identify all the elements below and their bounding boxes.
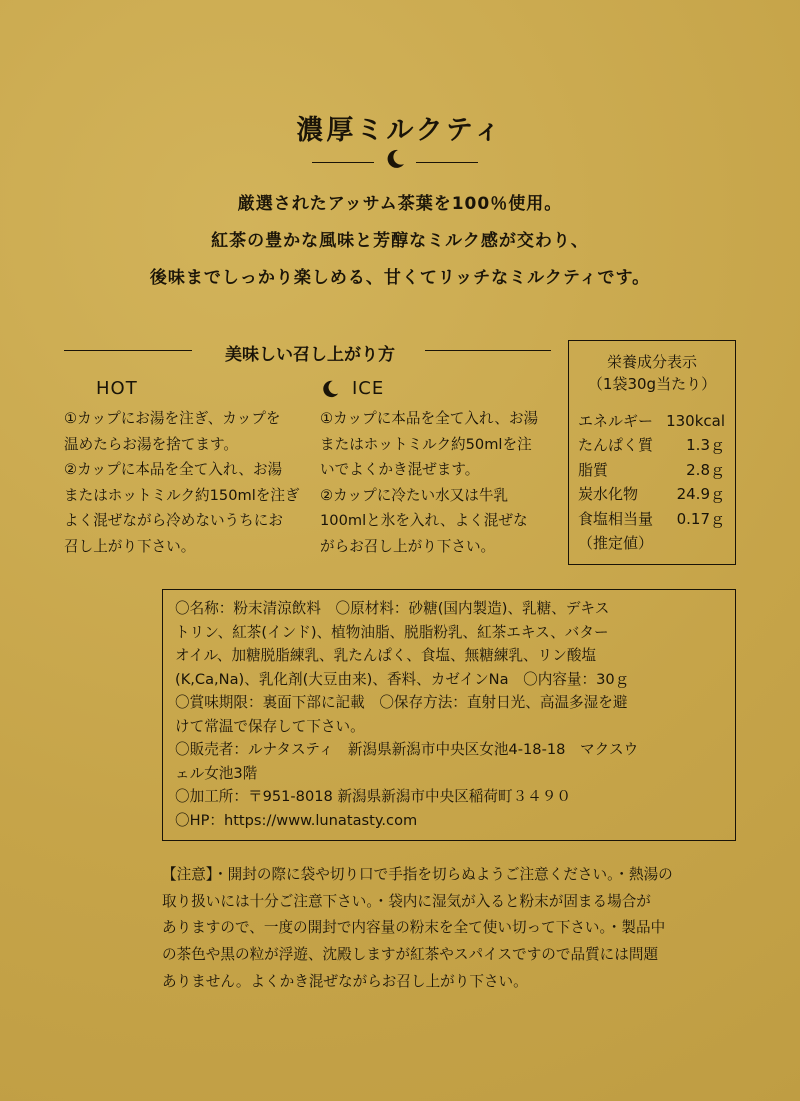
nutrition-row: [569, 458, 735, 482]
intro-line: 厳選されたアッサム茶葉を100％使用。: [237, 194, 563, 214]
nutrient-value: 24.9ｇ: [676, 485, 725, 504]
intro-line: 後味までしっかり楽しめる、甘くてリッチなミルクティです。: [149, 268, 651, 288]
nutrient-name: エネルギー: [578, 412, 654, 430]
title-divider-left: [312, 162, 374, 163]
info-line: (K,Ca,Na)、乳化剤(大豆由来)、香料、カゼインNa 〇内容量：30ｇ: [175, 670, 630, 688]
ice-line: ①カップに本品を全て入れ、お湯: [320, 410, 539, 427]
crescent-moon-icon: [320, 379, 340, 399]
product-title: 濃厚ミルクティ: [296, 115, 504, 146]
nutrition-note: [569, 531, 735, 555]
howto-heading: 美味しい召し上がり方: [225, 345, 395, 365]
ice-label: ICE: [352, 378, 385, 399]
info-line: トリン、紅茶(インド)、植物油脂、脱脂粉乳、紅茶エキス、バター: [175, 623, 609, 641]
caution-line: 取り扱いには十分ご注意下さい。・袋内に湿気が入ると粉末が固まる場合が: [162, 892, 651, 910]
hot-line: 温めたらお湯を捨てます。: [64, 435, 238, 453]
hot-line: ①カップにお湯を注ぎ、カップを: [64, 410, 281, 427]
ice-heading: [320, 378, 384, 399]
hot-instructions: [64, 406, 300, 560]
intro-text: [0, 186, 800, 297]
ice-line: またはホットミルク約50mlを注: [320, 435, 532, 453]
info-line: 〇販売者：ルナタスティ 新潟県新潟市中央区女池4-18-18 マクスウ: [175, 741, 639, 758]
intro-line: 紅茶の豊かな風味と芳醇なミルク感が交わり、: [211, 231, 589, 251]
info-line: オイル、加糖脱脂練乳、乳たんぱく、食塩、無糖練乳、リン酸塩: [175, 647, 597, 664]
nutrient-name: 食塩相当量: [578, 509, 654, 528]
info-line: 〇賞味期限：裏面下部に記載 〇保存方法：直射日光、高温多湿を避: [175, 694, 628, 711]
nutrient-value: 0.17ｇ: [676, 509, 725, 528]
product-info-box: [162, 589, 736, 841]
nutrition-row: [569, 507, 735, 531]
website-line: 〇HP：https://www.lunatasty.com: [175, 811, 418, 829]
nutrient-value: 130kcal: [666, 412, 725, 430]
nutrition-row: [569, 433, 735, 457]
ice-line: がらお召し上がり下さい。: [320, 537, 496, 555]
ice-line: ②カップに冷たい水又は牛乳: [320, 486, 509, 504]
info-line: 〇加工所：〒951-8018 新潟県新潟市中央区稲荷町３４９０: [175, 788, 571, 805]
hot-line: またはホットミルク約150mlを注ぎ: [64, 486, 300, 504]
nutrient-value: 1.3ｇ: [686, 436, 725, 455]
hot-label: HOT: [96, 378, 138, 399]
ice-instructions: [320, 406, 550, 560]
howto-rule-left: [64, 350, 192, 351]
nutrition-note-text: （推定値）: [578, 534, 654, 553]
howto-rule-right: [425, 350, 551, 351]
nutrition-row: [569, 409, 735, 433]
info-line: ェル女池3階: [175, 764, 258, 782]
nutrient-name: たんぱく質: [578, 436, 654, 455]
hot-line: よく混ぜながら冷めないうちにお: [64, 512, 283, 530]
info-line: けて常温で保存して下さい。: [175, 717, 365, 735]
info-line: 〇名称：粉末清涼飲料 〇原材料：砂糖(国内製造)、乳糖、デキス: [175, 600, 610, 617]
nutrition-subtitle: （1袋30g当たり）: [587, 375, 717, 393]
ice-line: 100mlと氷を入れ、よく混ぜな: [320, 512, 528, 530]
nutrient-value: 2.8ｇ: [686, 460, 725, 479]
caution-line: の茶色や黒の粒が浮遊、沈殿しますが紅茶やスパイスですので品質には問題: [162, 946, 659, 964]
title-divider-right: [416, 162, 478, 163]
hot-line: ②カップに本品を全て入れ、お湯: [64, 461, 283, 479]
caution-line: 【注意】・開封の際に袋や切り口で手指を切らぬようご注意ください。・熱湯の: [162, 866, 673, 883]
hot-line: 召し上がり下さい。: [64, 537, 196, 555]
nutrient-name: 脂質: [578, 460, 609, 479]
caution-notice: [162, 862, 742, 996]
nutrition-row: [569, 482, 735, 506]
ice-line: いでよくかき混ぜます。: [320, 461, 480, 479]
crescent-moon-icon: [384, 148, 406, 170]
caution-line: ありません。よくかき混ぜながらお召し上がり下さい。: [162, 972, 528, 990]
nutrient-name: 炭水化物: [578, 485, 639, 504]
nutrition-facts-box: [568, 340, 736, 565]
caution-line: ありますので、一度の開封で内容量の粉末を全て使い切って下さい。・製品中: [162, 919, 666, 937]
nutrition-title: 栄養成分表示: [606, 353, 697, 371]
